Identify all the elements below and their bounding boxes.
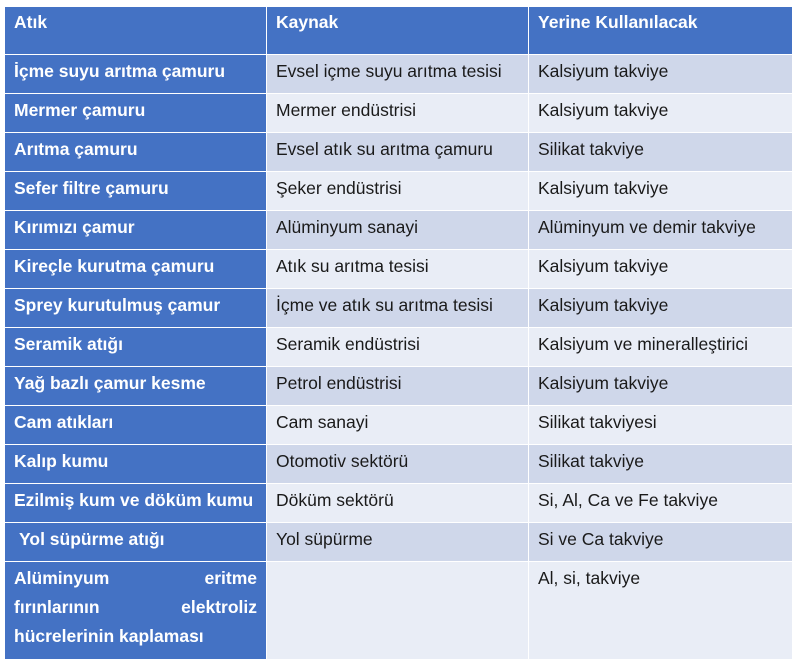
cell-source: Evsel içme suyu arıtma tesisi [267, 55, 529, 94]
cell-use: Si ve Ca takviye [529, 523, 793, 562]
cell-waste: Yol süpürme atığı [5, 523, 267, 562]
cell-source: Otomotiv sektörü [267, 445, 529, 484]
cell-source: Döküm sektörü [267, 484, 529, 523]
table-row [5, 523, 793, 562]
header-waste: Atık [5, 7, 267, 55]
table-row [5, 445, 793, 484]
waste-table [4, 6, 793, 660]
cell-waste: İçme suyu arıtma çamuru [5, 55, 267, 94]
table-row [5, 250, 793, 289]
header-source: Kaynak [267, 7, 529, 55]
cell-use: Al, si, takviye [529, 562, 793, 660]
cell-source: Atık su arıtma tesisi [267, 250, 529, 289]
cell-source: Seramik endüstrisi [267, 328, 529, 367]
table-row [5, 484, 793, 523]
table-row [5, 94, 793, 133]
table-row [5, 367, 793, 406]
cell-source: Şeker endüstrisi [267, 172, 529, 211]
cell-waste: Kireçle kurutma çamuru [5, 250, 267, 289]
table-row [5, 289, 793, 328]
cell-use: Kalsiyum takviye [529, 55, 793, 94]
table-row [5, 133, 793, 172]
table-row [5, 172, 793, 211]
cell-waste: Sprey kurutulmuş çamur [5, 289, 267, 328]
cell-waste: Arıtma çamuru [5, 133, 267, 172]
table-row [5, 55, 793, 94]
cell-source [267, 562, 529, 660]
cell-use: Kalsiyum ve mineralleştirici [529, 328, 793, 367]
cell-waste: Mermer çamuru [5, 94, 267, 133]
cell-use: Silikat takviye [529, 445, 793, 484]
table-row [5, 562, 793, 660]
cell-use: Alüminyum ve demir takviye [529, 211, 793, 250]
cell-waste: Yağ bazlı çamur kesme [5, 367, 267, 406]
cell-source: Mermer endüstrisi [267, 94, 529, 133]
cell-use: Si, Al, Ca ve Fe takviye [529, 484, 793, 523]
cell-waste: Alüminyum eritme fırınlarının elektroliz hücrelerinin kaplaması [5, 562, 267, 660]
cell-waste: Kırımızı çamur [5, 211, 267, 250]
cell-waste: Seramik atığı [5, 328, 267, 367]
cell-use: Kalsiyum takviye [529, 94, 793, 133]
cell-waste: Ezilmiş kum ve döküm kumu [5, 484, 267, 523]
table-row [5, 406, 793, 445]
header-use: Yerine Kullanılacak [529, 7, 793, 55]
cell-use: Kalsiyum takviye [529, 172, 793, 211]
cell-use: Silikat takviyesi [529, 406, 793, 445]
cell-source: İçme ve atık su arıtma tesisi [267, 289, 529, 328]
cell-source: Cam sanayi [267, 406, 529, 445]
waste-table-container [4, 6, 792, 660]
cell-source: Alüminyum sanayi [267, 211, 529, 250]
cell-waste: Sefer filtre çamuru [5, 172, 267, 211]
table-row [5, 211, 793, 250]
cell-waste: Cam atıkları [5, 406, 267, 445]
table-header-row [5, 7, 793, 55]
cell-use: Kalsiyum takviye [529, 367, 793, 406]
cell-use: Kalsiyum takviye [529, 289, 793, 328]
cell-source: Evsel atık su arıtma çamuru [267, 133, 529, 172]
cell-source: Yol süpürme [267, 523, 529, 562]
cell-source: Petrol endüstrisi [267, 367, 529, 406]
cell-use: Silikat takviye [529, 133, 793, 172]
table-row [5, 328, 793, 367]
cell-use: Kalsiyum takviye [529, 250, 793, 289]
cell-waste: Kalıp kumu [5, 445, 267, 484]
